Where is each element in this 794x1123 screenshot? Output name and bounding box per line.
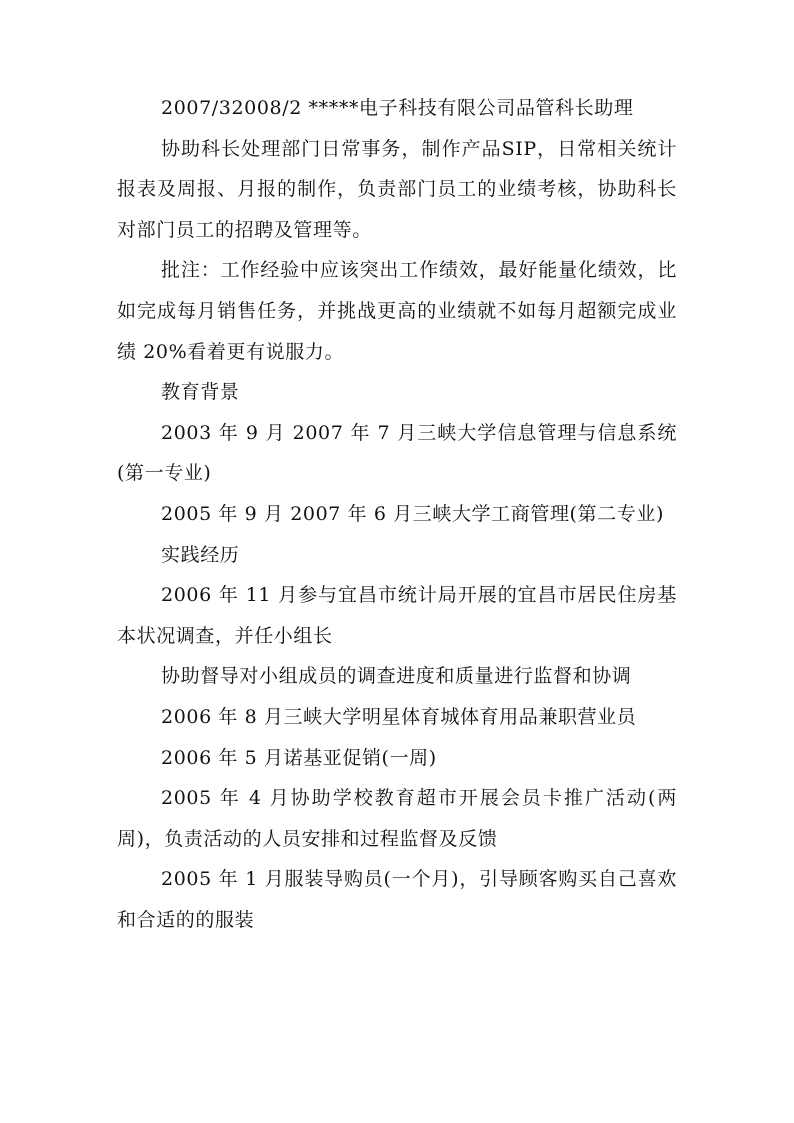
document-page: [117, 88, 677, 940]
practice-heading: 实践经历: [161, 543, 240, 566]
education-heading: 教育背景: [161, 381, 240, 404]
job-duties-paragraph: 协助科长处理部门日常事务，制作产品SIP，日常相关统计报表及周报、月报的制作，负责部门员工的业绩考核，协助科长对部门员工的招聘及管理等。: [117, 137, 677, 241]
practice-item-4: 2005 年 4 月协助学校教育超市开展会员卡推广活动(两周)，负责活动的人员安排和过程监督及反馈: [117, 787, 677, 850]
education-item-1: 2003 年 9 月 2007 年 7 月三峡大学信息管理与信息系统(第一专业): [117, 421, 677, 485]
practice-item-5: 2005 年 1 月服装导购员(一个月)，引导顾客购买自己喜欢和合适的的服装: [117, 868, 677, 931]
comment-paragraph: 批注：工作经验中应该突出工作绩效，最好能量化绩效，比如完成每月销售任务，并挑战更高的业绩就不如每月超额完成业绩 20%看着更有说服力。: [117, 259, 677, 363]
job-title-line: 2007/32008/2 *****电子科技有限公司品管科长助理: [161, 97, 634, 119]
practice-item-1: 2006 年 11 月参与宜昌市统计局开展的宜昌市居民住房基本状况调查，并任小组长: [117, 584, 677, 647]
education-item-2: 2005 年 9 月 2007 年 6 月三峡大学工商管理(第二专业): [161, 502, 664, 525]
practice-item-2: 2006 年 8 月三峡大学明星体育城体育用品兼职营业员: [161, 705, 637, 728]
practice-item-1-detail: 协助督导对小组成员的调查进度和质量进行监督和协调: [161, 665, 632, 688]
practice-item-3: 2006 年 5 月诺基亚促销(一周): [161, 746, 437, 769]
